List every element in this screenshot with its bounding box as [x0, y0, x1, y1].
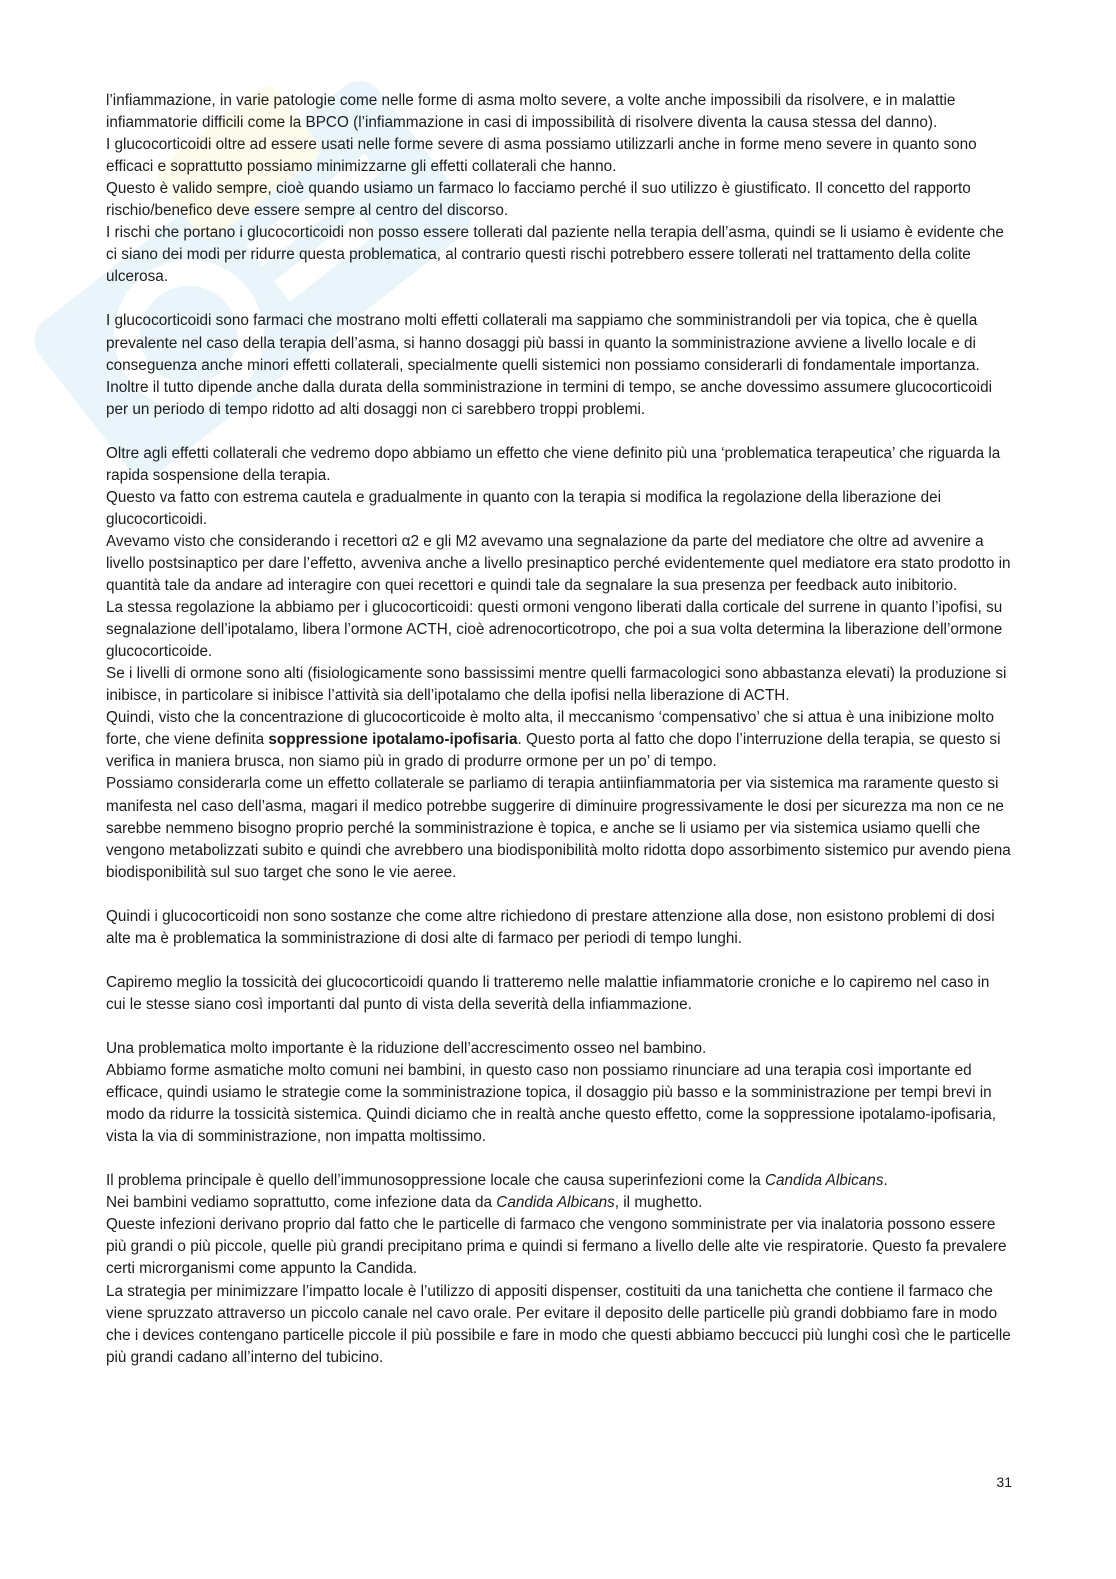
- paragraph: [106, 906, 1011, 950]
- text-line: [106, 134, 1011, 178]
- text-run: Questo è valido sempre, cioè quando usiamo un farmaco lo facciamo perché il suo utilizzo è giustificato. Il concetto del rapporto rischio/benefico deve essere sempre al centro del discorso.: [106, 180, 971, 220]
- paragraph: [106, 1170, 1011, 1368]
- text-run: Quindi i glucocorticoidi non sono sostanze che come altre richiedono di prestare attenzione alla dose, non esistono problemi di dosi alte ma è problematica la somministrazione di dosi alte di farmaco per periodi di tempo lunghi.: [106, 907, 995, 947]
- text-run: Oltre agli effetti collaterali che vedremo dopo abbiamo un effetto che viene definito più una ‘problematica terapeutica’ che riguarda la rapida sospensione della terapia.: [106, 444, 1001, 484]
- text-run: , il mughetto.: [614, 1194, 703, 1212]
- paragraph: [106, 90, 1011, 288]
- document-body: [106, 90, 1011, 1369]
- text-line: [106, 1281, 1011, 1369]
- paragraph: [106, 972, 1011, 1016]
- paragraph: [106, 1038, 1011, 1148]
- italic-term: Candida Albicans: [496, 1194, 615, 1212]
- bold-term: soppressione ipotalamo-ipofisaria: [268, 731, 518, 749]
- text-run: Avevamo visto che considerando i recettori α2 e gli M2 avevamo una segnalazione da parte del mediatore che oltre ad avvenire a livello postsinaptico per dare l’effetto, avveniva anche a livello presinaptico perché evidentemente quel mediatore era stato prodotto in quantità tale da andare ad interagire con quei recettori e quindi tale da segnalare la sua presenza per feedback auto inibitorio.: [106, 532, 1011, 595]
- text-line: [106, 377, 1011, 421]
- text-run: Se i livelli di ormone sono alti (fisiologicamente sono bassissimi mentre quelli farmacologici sono abbastanza elevati) la produzione si inibisce, in particolare si inibisce l’attività sia dell’ipotalamo che della ipofisi nella liberazione di ACTH.: [106, 665, 1007, 705]
- text-run: l’infiammazione, in varie patologie come nelle forme di asma molto severe, a volte anche impossibili da risolvere, e in malattie infiammatorie difficili come la BPCO (l’infiammazione in casi di impossibilità di risolvere diventa la causa stessa del danno).: [106, 92, 956, 132]
- text-line: [106, 487, 1011, 531]
- italic-term: Candida Albicans: [764, 1172, 884, 1190]
- text-run: . Questo porta al fatto che dopo l’interruzione della terapia, se questo si verifica in maniera brusca, non siamo più in grado di produrre ormone per un po’ di tempo.: [106, 731, 1001, 771]
- text-run: Queste infezioni derivano proprio dal fatto che le particelle di farmaco che vengono somministrate per via inalatoria possono essere più grandi o più piccole, quelle più grandi precipitano prima e quindi si fermano a livello delle alte vie respiratorie. Questo fa prevalere certi microrganismi come appunto la Candida.: [106, 1216, 1007, 1278]
- text-line: [106, 663, 1011, 707]
- text-line: [106, 90, 1011, 134]
- text-line: [106, 597, 1011, 663]
- text-line: [106, 1038, 1011, 1060]
- text-run: La strategia per minimizzare l’impatto locale è l’utilizzo di appositi dispenser, costituiti da una tanichetta che contiene il farmaco che viene spruzzato attraverso un piccolo canale nel cavo orale. Per evitare il deposito delle particelle più grandi dobbiamo fare in modo che i devices contengano particelle piccole il più possibile e fare in modo che questi abbiamo beccucci più lunghi così che le particelle più grandi cadano all’interno del tubicino.: [106, 1282, 1011, 1366]
- paragraph: [106, 443, 1011, 884]
- text-run: Questo va fatto con estrema cautela e gradualmente in quanto con la terapia si modifica la regolazione della liberazione dei glucocorticoidi.: [106, 488, 942, 528]
- text-run: Abbiamo forme asmatiche molto comuni nei bambini, in questo caso non possiamo rinunciare ad una terapia così importante ed efficace, quindi usiamo le strategie come la somministrazione topica, il dosaggio più basso e la somministrazione per tempi brevi in modo da ridurre la tossicità sistemica. Quindi diciamo che in realtà anche questo effetto, come la soppressione ipotalamo-ipofisaria, vista la via di somministrazione, non impatta moltissimo.: [106, 1062, 996, 1146]
- text-run: Capiremo meglio la tossicità dei glucocorticoidi quando li tratteremo nelle malattie infiammatorie croniche e lo capiremo nel caso in cui le stesse siano così importanti dal punto di vista della severità della infiammazione.: [106, 973, 990, 1013]
- text-run: I rischi che portano i glucocorticoidi non posso essere tollerati dal paziente nella terapia dell’asma, quindi se li usiamo è evidente che ci siano dei modi per ridurre questa problematica, al contrario questi rischi potrebbero essere tollerati nel trattamento della colite ulcerosa.: [106, 224, 1004, 286]
- text-line: [106, 443, 1011, 487]
- text-run: Una problematica molto importante è la riduzione dell’accrescimento osseo nel bambino.: [106, 1040, 707, 1058]
- text-run: Quindi, visto che la concentrazione di glucocorticoide è molto alta, il meccanismo ‘compensativo’ che si attua è una inibizione molto forte, che viene definita: [106, 709, 994, 749]
- text-line: [106, 531, 1011, 597]
- text-run: Possiamo considerarla come un effetto collaterale se parliamo di terapia antiinfiammatoria per via sistemica ma raramente questo si manifesta nel caso dell’asma, magari il medico potrebbe suggerire di diminuire progressivamente le dosi per sicurezza ma non ce ne sarebbe nemmeno bisogno proprio perché la somministrazione è topica, e anche se li usiamo per via sistemica usiamo quelli che vengono metabolizzati subito e quindi che avrebbero una biodisponibilità molto ridotta dopo assorbimento sistemico pur avendo piena biodisponibilità sul suo target che sono le vie aeree.: [106, 775, 1011, 881]
- text-line: [106, 773, 1011, 883]
- text-run: .: [883, 1172, 888, 1190]
- text-run: Inoltre il tutto dipende anche dalla durata della somministrazione in termini di tempo, se anche dovessimo assumere glucocorticoidi per un periodo di tempo ridotto ad alti dosaggi non ci sarebbero troppi problemi.: [106, 378, 992, 418]
- page-number: 31: [996, 1474, 1012, 1490]
- text-run: I glucocorticoidi oltre ad essere usati nelle forme severe di asma possiamo utilizzarli anche in forme meno severe in quanto sono efficaci e soprattutto possiamo minimizzarne gli effetti collaterali che hanno.: [106, 136, 977, 176]
- text-line: [106, 707, 1011, 773]
- text-run: I glucocorticoidi sono farmaci che mostrano molti effetti collaterali ma sappiamo che somministrandoli per via topica, che è quella prevalente nel caso della terapia dell’asma, si hanno dosaggi più bassi in quanto la somministrazione avviene a livello locale e di conseguenza anche minori effetti collaterali, specialmente quelli sistemici non possiamo considerarli di fondamentale importanza.: [106, 312, 980, 374]
- text-line: [106, 178, 1011, 222]
- text-run: La stessa regolazione la abbiamo per i glucocorticoidi: questi ormoni vengono liberati dalla corticale del surrene in quanto l’ipofisi, su segnalazione dell’ipotalamo, libera l’ormone ACTH, cioè adrenocorticotropo, che poi a sua volta determina la liberazione dell’ormone glucocorticoide.: [106, 599, 1003, 661]
- paragraph: [106, 310, 1011, 420]
- text-line: [106, 1192, 1011, 1214]
- text-line: [106, 310, 1011, 376]
- text-run: Nei bambini vediamo soprattutto, come infezione data da: [106, 1194, 497, 1212]
- text-line: [106, 222, 1011, 288]
- text-line: [106, 1214, 1011, 1280]
- text-line: [106, 972, 1011, 1016]
- text-line: [106, 1170, 1011, 1192]
- text-line: [106, 1060, 1011, 1148]
- text-line: [106, 906, 1011, 950]
- text-run: Il problema principale è quello dell’immunosoppressione locale che causa superinfezioni come la: [106, 1172, 765, 1190]
